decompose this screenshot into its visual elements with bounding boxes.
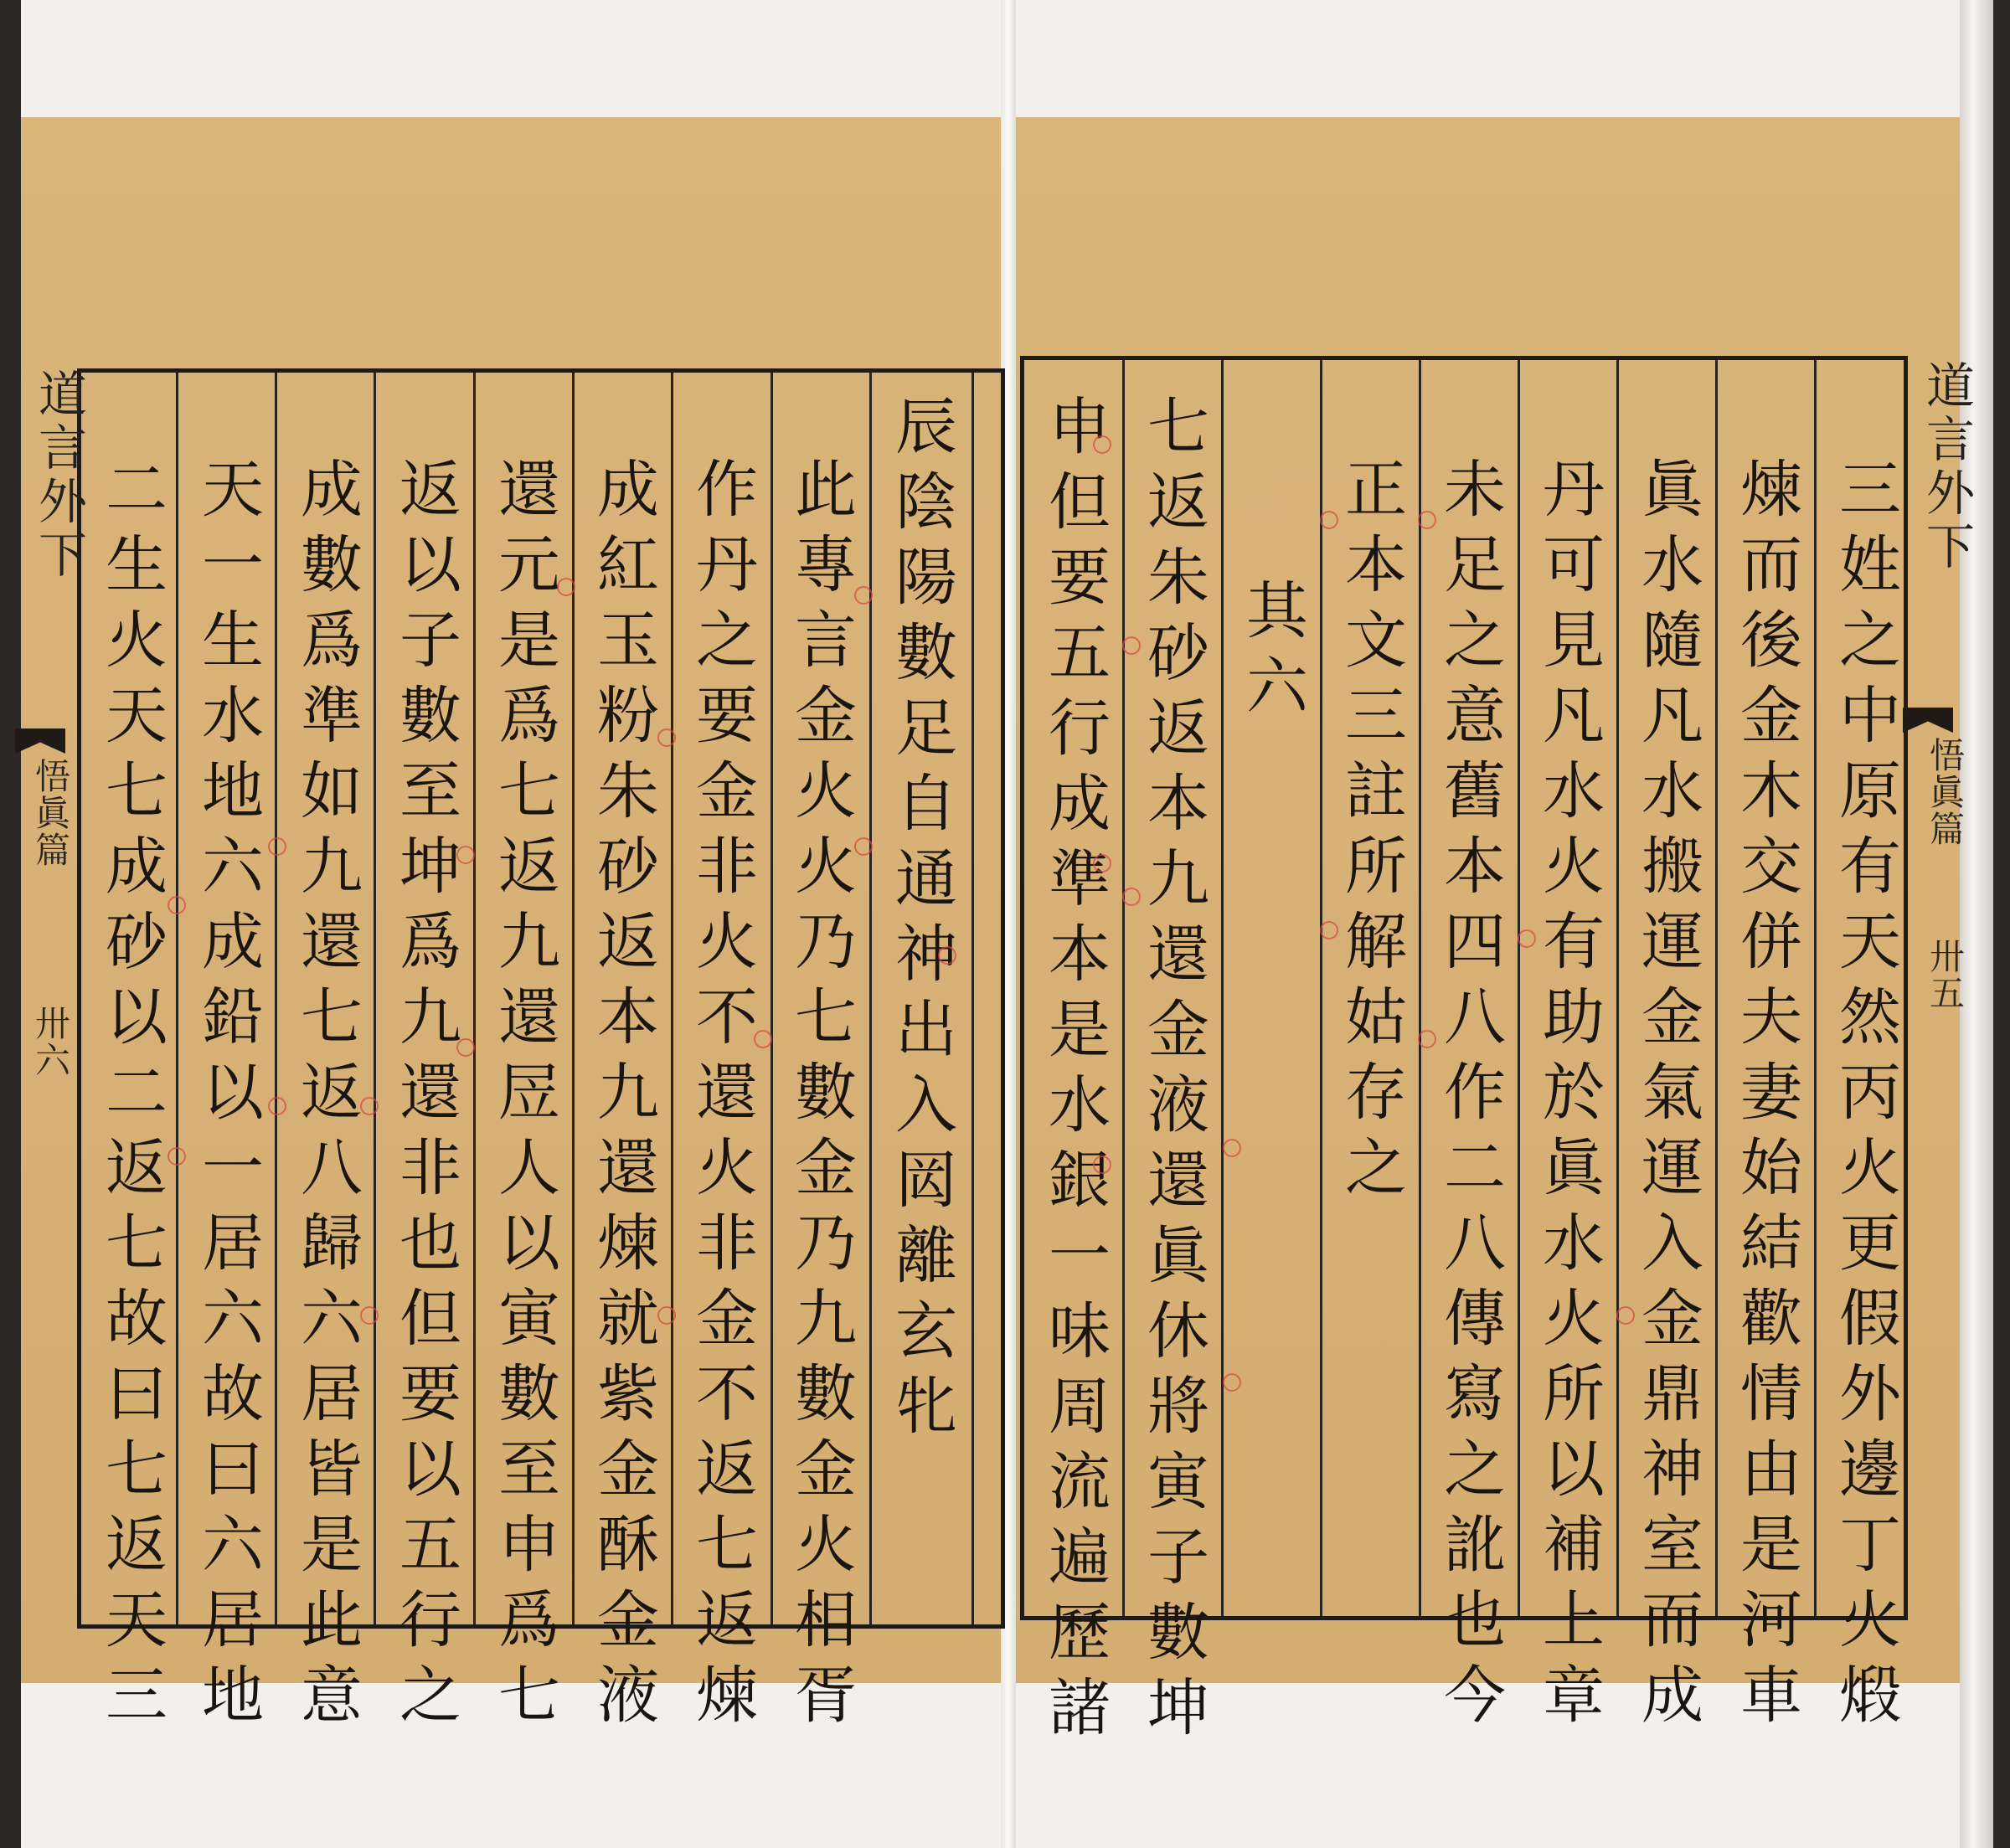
right-text-column: 煉而後金木交併夫妻始結歡情由是河車 bbox=[1730, 456, 1802, 1737]
right-text-column: 其六 bbox=[1236, 578, 1308, 728]
right-text-column: 三姓之中原有天然丙火更假外邊丁火煅 bbox=[1829, 456, 1901, 1737]
column-rule bbox=[1715, 360, 1718, 1616]
right-margin-section: 悟眞篇 bbox=[1925, 737, 1966, 847]
punctuation-mark bbox=[456, 1038, 475, 1057]
right-text-column: 未足之意舊本四八作二八傳寫之訛也今 bbox=[1434, 456, 1506, 1737]
punctuation-mark bbox=[268, 837, 286, 856]
punctuation-mark bbox=[360, 1306, 379, 1325]
punctuation-mark bbox=[168, 1147, 186, 1166]
column-rule bbox=[1221, 360, 1224, 1616]
column-rule bbox=[770, 373, 773, 1624]
punctuation-mark bbox=[456, 846, 475, 864]
left-text-column: 作丹之要金非火不還火非金不返七返煉 bbox=[686, 456, 758, 1737]
right-text-column: 申但要五行成準本是水銀一味周流遍歷諸 bbox=[1038, 394, 1111, 1750]
left-text-column: 此專言金火火乃七數金乃九數金火相胥 bbox=[785, 456, 857, 1737]
punctuation-mark bbox=[1093, 854, 1111, 873]
punctuation-mark bbox=[1122, 888, 1141, 906]
punctuation-mark bbox=[657, 1306, 676, 1325]
right-margin-leaf: 卅五 bbox=[1925, 938, 1966, 1012]
punctuation-mark bbox=[754, 1030, 772, 1048]
punctuation-mark bbox=[854, 837, 873, 856]
left-text-column: 還元是爲七返九還㞐人以寅數至申爲七 bbox=[488, 456, 560, 1737]
right-text-column: 正本文三註所解姑存之 bbox=[1335, 456, 1407, 1210]
column-rule bbox=[374, 373, 376, 1624]
right-text-column: 眞水隨凡水搬運金氣運入金鼎神室而成 bbox=[1631, 456, 1703, 1737]
punctuation-mark bbox=[1093, 435, 1111, 454]
punctuation-mark bbox=[1320, 511, 1338, 529]
punctuation-mark bbox=[938, 946, 956, 965]
punctuation-mark bbox=[268, 1097, 286, 1115]
column-rule bbox=[869, 373, 872, 1624]
punctuation-mark bbox=[1418, 511, 1436, 529]
punctuation-mark bbox=[1223, 1139, 1241, 1157]
left-text-column: 二生火天七成砂以二返七故曰七返天三 bbox=[95, 456, 168, 1737]
right-margin-title: 道言外下 bbox=[1918, 360, 1975, 574]
column-rule bbox=[1122, 360, 1125, 1616]
punctuation-mark bbox=[854, 586, 873, 605]
column-rule bbox=[1518, 360, 1520, 1616]
column-rule bbox=[1616, 360, 1619, 1616]
punctuation-mark bbox=[557, 578, 575, 596]
punctuation-mark bbox=[1223, 1373, 1241, 1392]
left-margin-title: 道言外下 bbox=[30, 368, 87, 583]
column-rule bbox=[176, 373, 178, 1624]
column-rule bbox=[972, 373, 974, 1624]
column-rule bbox=[572, 373, 575, 1624]
left-margin-leaf: 卅六 bbox=[30, 1005, 71, 1078]
punctuation-mark bbox=[360, 1097, 379, 1115]
punctuation-mark bbox=[168, 896, 186, 914]
left-text-column: 天一生水地六成鉛以一居六故曰六居地 bbox=[192, 456, 264, 1737]
right-text-column: 丹可見凡水火有助於眞水火所以補上章 bbox=[1533, 456, 1605, 1737]
column-rule bbox=[1814, 360, 1817, 1616]
punctuation-mark bbox=[1418, 1030, 1436, 1048]
left-text-column: 辰陰陽數足自通神出入㒺離玄牝 bbox=[885, 394, 957, 1449]
column-rule bbox=[473, 373, 476, 1624]
left-text-column: 成紅玉粉朱砂返本九還煉就紫金酥金液 bbox=[587, 456, 659, 1737]
punctuation-mark bbox=[657, 728, 676, 747]
punctuation-mark bbox=[1093, 1156, 1111, 1174]
left-margin-section: 悟眞篇 bbox=[30, 758, 71, 868]
column-rule bbox=[275, 373, 277, 1624]
punctuation-mark bbox=[1518, 929, 1536, 948]
punctuation-mark bbox=[1122, 636, 1141, 655]
punctuation-mark bbox=[1320, 921, 1338, 939]
left-text-column: 返以子數至坤爲九還非也但要以五行之 bbox=[389, 456, 461, 1737]
page-edge bbox=[1960, 0, 1993, 1848]
column-rule bbox=[1320, 360, 1322, 1616]
punctuation-mark bbox=[1616, 1306, 1635, 1325]
left-text-column: 成數爲準如九還七返八歸六居皆是此意 bbox=[291, 456, 363, 1737]
right-text-column: 七返朱砂返本九還金液還眞休將寅子數坤 bbox=[1137, 394, 1209, 1750]
column-rule bbox=[1419, 360, 1421, 1616]
column-rule bbox=[671, 373, 673, 1624]
